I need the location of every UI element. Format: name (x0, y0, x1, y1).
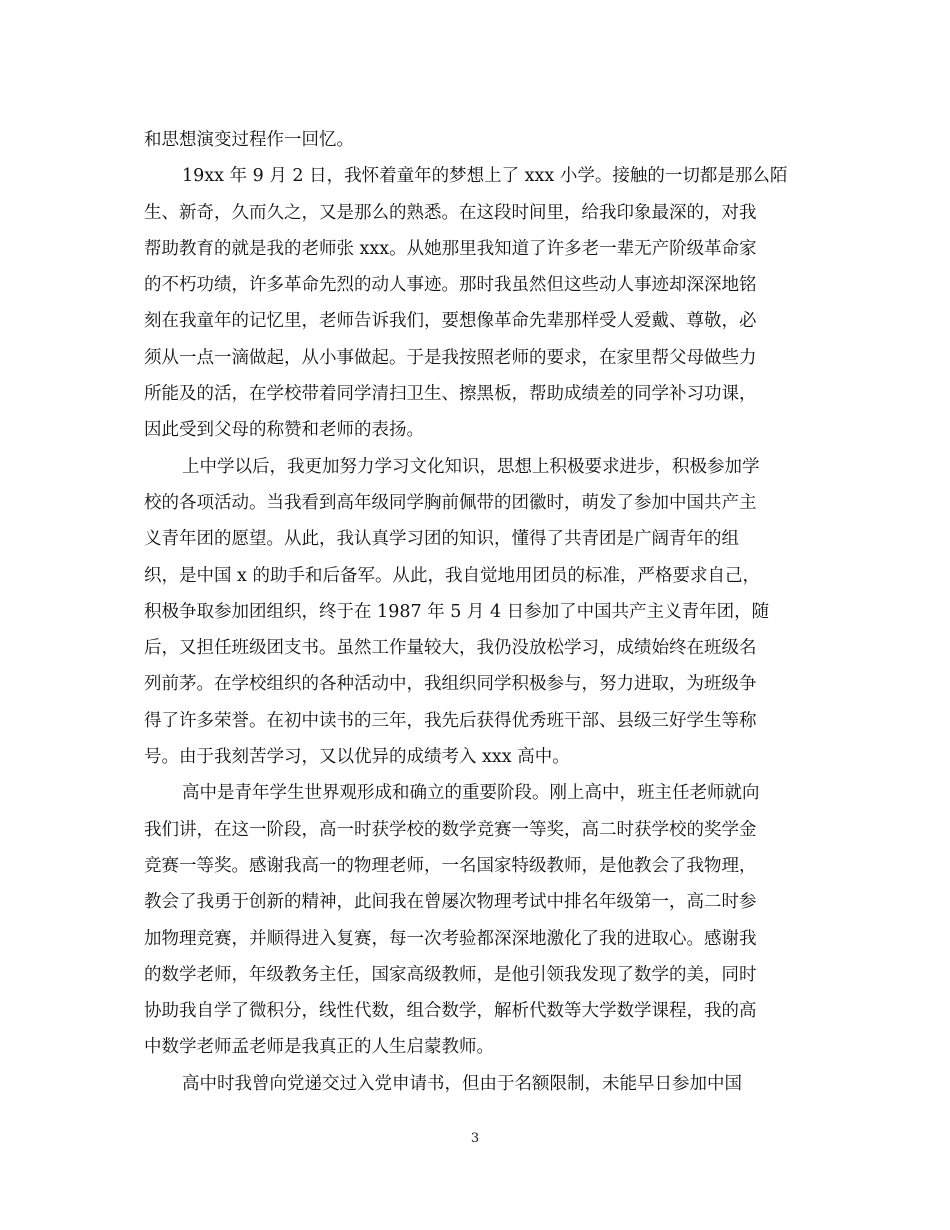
page-number: 3 (470, 1131, 480, 1146)
text-line: 中数学老师孟老师是我真正的人生启蒙教师。 (144, 1037, 494, 1058)
text-line: 须从一点一滴做起，从小事做起。于是我按照老师的要求，在家里帮父母做些力 (144, 347, 757, 368)
text-line: 因此受到父母的称赞和老师的表扬。 (144, 420, 424, 441)
paragraph-first-line: 高中是青年学生世界观形成和确立的重要阶段。刚上高中，班主任老师就向 (182, 783, 760, 804)
text-line: 织，是中国 x 的助手和后备军。从此，我自觉地用团员的标准，严格要求自己， (144, 565, 760, 586)
text-line: 和思想演变过程作一回忆。 (144, 130, 354, 150)
paragraph-first-line: 上中学以后，我更加努力学习文化知识，思想上积极要求进步，积极参加学 (182, 456, 760, 477)
text-line: 列前茅。在学校组织的各种活动中，我组织同学积极参与，努力进取，为班级争 (144, 674, 757, 695)
text-line: 协助我自学了微积分，线性代数，组合数学，解析代数等大学数学课程，我的高 (144, 1001, 757, 1022)
text-line: 生、新奇，久而久之，又是那么的熟悉。在这段时间里，给我印象最深的，对我 (144, 202, 757, 223)
text-line: 的数学老师，年级教务主任，国家高级教师，是他引领我发现了数学的美，同时 (144, 964, 757, 985)
text-line: 得了许多荣誉。在初中读书的三年，我先后获得优秀班干部、县级三好学生等称 (144, 710, 757, 731)
text-line: 积极争取参加团组织，终于在 1987 年 5 月 4 日参加了中国共产主义青年团，随 (144, 601, 770, 622)
paragraph-first-line: 高中时我曾向党递交过入党申请书，但由于名额限制，未能早日参加中国 (182, 1073, 742, 1094)
body-text (144, 122, 800, 1102)
text-line: 加物理竞赛，并顺得进入复赛，每一次考验都深深地激化了我的进取心。感谢我 (144, 928, 757, 949)
text-line: 校的各项活动。当我看到高年级同学胸前佩带的团徽时，萌发了参加中国共产主 (144, 492, 757, 513)
text-line: 刻在我童年的记忆里，老师告诉我们，要想像革命先辈那样受人爱戴、尊敬，必 (144, 311, 757, 332)
paragraph-first-line: 19xx 年 9 月 2 日，我怀着童年的梦想上了 xxx 小学。接触的一切都是那么陌 (182, 166, 788, 187)
text-line: 帮助教育的就是我的老师张 xxx。从她那里我知道了许多老一辈无产阶级革命家 (144, 238, 757, 259)
text-line: 后，又担任班级团支书。虽然工作量较大，我仍没放松学习，成绩始终在班级名 (144, 638, 757, 659)
text-line: 教会了我勇于创新的精神，此间我在曾屡次物理考试中排名年级第一，高二时参 (144, 892, 757, 913)
text-line: 义青年团的愿望。从此，我认真学习团的知识，懂得了共青团是广阔青年的组 (144, 529, 739, 550)
text-line: 我们讲，在这一阶段，高一时获学校的数学竞赛一等奖，高二时获学校的奖学金 (144, 819, 757, 840)
text-line: 竞赛一等奖。感谢我高一的物理老师，一名国家特级教师，是他教会了我物理， (144, 855, 757, 876)
text-line: 的不朽功绩，许多革命先烈的动人事迹。那时我虽然但这些动人事迹却深深地铭 (144, 275, 757, 296)
text-line: 号。由于我刻苦学习，又以优异的成绩考入 xxx 高中。 (144, 747, 570, 768)
text-line: 所能及的活，在学校带着同学清扫卫生、擦黑板，帮助成绩差的同学补习功课， (144, 384, 757, 405)
